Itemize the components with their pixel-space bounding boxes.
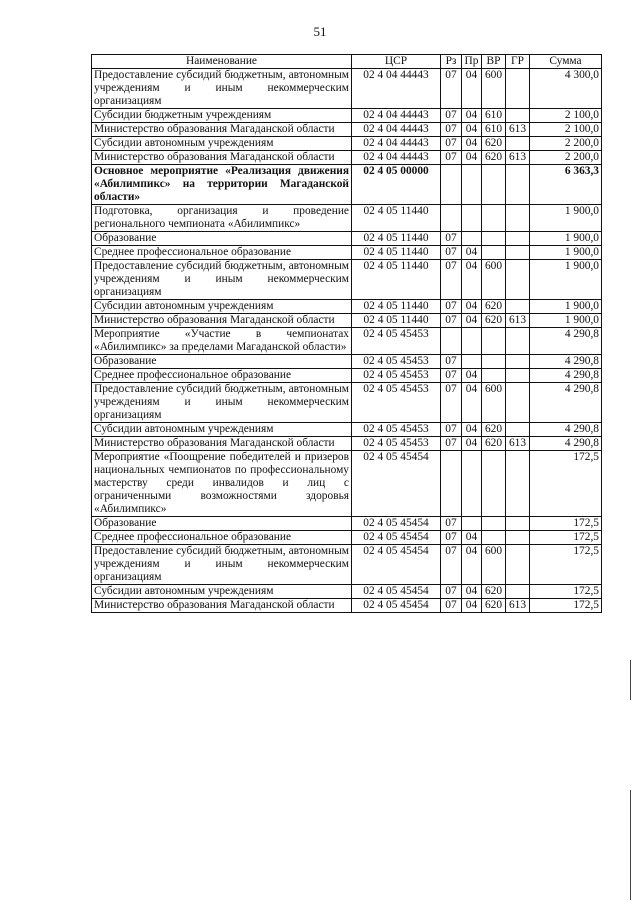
cell-vr <box>482 232 506 246</box>
cell-name: Предоставление субсидий бюджетным, автономным учреждениям и иным некоммерческим организациям <box>92 383 352 423</box>
cell-name: Среднее профессиональное образование <box>92 531 352 545</box>
cell-name: Образование <box>92 517 352 531</box>
cell-vr: 620 <box>482 300 506 314</box>
cell-rz: 07 <box>441 517 462 531</box>
cell-rz <box>441 205 462 232</box>
cell-csr: 02 4 05 45453 <box>352 423 441 437</box>
cell-sum: 1 900,0 <box>530 314 602 328</box>
cell-sum: 1 900,0 <box>530 246 602 260</box>
cell-rz: 07 <box>441 314 462 328</box>
cell-gr: 613 <box>506 123 530 137</box>
cell-vr: 620 <box>482 437 506 451</box>
cell-sum: 4 290,8 <box>530 355 602 369</box>
cell-gr <box>506 383 530 423</box>
cell-pr: 04 <box>462 246 482 260</box>
cell-pr: 04 <box>462 109 482 123</box>
cell-vr: 600 <box>482 69 506 109</box>
cell-csr: 02 4 05 45453 <box>352 328 441 355</box>
cell-name: Субсидии бюджетным учреждениям <box>92 109 352 123</box>
table-row <box>92 300 602 314</box>
cell-gr: 613 <box>506 314 530 328</box>
cell-rz <box>441 165 462 205</box>
cell-csr: 02 4 04 44443 <box>352 109 441 123</box>
cell-csr: 02 4 04 44443 <box>352 123 441 137</box>
cell-pr: 04 <box>462 437 482 451</box>
table-row <box>92 123 602 137</box>
cell-name: Мероприятие «Поощрение победителей и призеров национальных чемпионатов по профессиональному мастерству среди инвалидов и лиц с ограниченными возможностями здоровья «Абилимпикс» <box>92 451 352 517</box>
cell-vr <box>482 246 506 260</box>
table-row <box>92 137 602 151</box>
table-row <box>92 69 602 109</box>
cell-rz: 07 <box>441 300 462 314</box>
cell-sum: 4 290,8 <box>530 383 602 423</box>
cell-name: Мероприятие «Участие в чемпионатах «Абилимпикс» за пределами Магаданской области» <box>92 328 352 355</box>
header-gr: ГР <box>506 55 530 69</box>
cell-sum: 172,5 <box>530 517 602 531</box>
cell-csr: 02 4 04 44443 <box>352 151 441 165</box>
cell-sum: 1 900,0 <box>530 260 602 300</box>
table-row <box>92 260 602 300</box>
table-row <box>92 369 602 383</box>
cell-vr: 610 <box>482 123 506 137</box>
cell-gr <box>506 545 530 585</box>
cell-name: Образование <box>92 355 352 369</box>
cell-gr <box>506 423 530 437</box>
cell-csr: 02 4 05 45453 <box>352 355 441 369</box>
cell-name: Субсидии автономным учреждениям <box>92 137 352 151</box>
cell-gr <box>506 355 530 369</box>
cell-vr <box>482 205 506 232</box>
cell-name: Основное мероприятие «Реализация движения «Абилимпикс» на территории Магаданской области» <box>92 165 352 205</box>
cell-name: Предоставление субсидий бюджетным, автономным учреждениям и иным некоммерческим организациям <box>92 545 352 585</box>
cell-vr: 600 <box>482 260 506 300</box>
cell-pr <box>462 328 482 355</box>
cell-sum: 172,5 <box>530 585 602 599</box>
cell-vr <box>482 165 506 205</box>
cell-name: Среднее профессиональное образование <box>92 246 352 260</box>
cell-sum: 2 100,0 <box>530 109 602 123</box>
cell-csr: 02 4 05 11440 <box>352 260 441 300</box>
cell-sum: 2 200,0 <box>530 137 602 151</box>
cell-pr: 04 <box>462 423 482 437</box>
cell-csr: 02 4 05 45454 <box>352 585 441 599</box>
cell-gr: 613 <box>506 599 530 613</box>
cell-name: Предоставление субсидий бюджетным, автономным учреждениям и иным некоммерческим организациям <box>92 260 352 300</box>
cell-name: Субсидии автономным учреждениям <box>92 585 352 599</box>
cell-sum: 2 200,0 <box>530 151 602 165</box>
cell-name: Министерство образования Магаданской области <box>92 437 352 451</box>
cell-name: Образование <box>92 232 352 246</box>
cell-gr <box>506 517 530 531</box>
cell-rz: 07 <box>441 123 462 137</box>
cell-pr: 04 <box>462 69 482 109</box>
cell-vr: 600 <box>482 545 506 585</box>
cell-gr <box>506 137 530 151</box>
cell-gr <box>506 300 530 314</box>
cell-csr: 02 4 05 45454 <box>352 599 441 613</box>
cell-vr: 620 <box>482 599 506 613</box>
cell-sum: 4 290,8 <box>530 328 602 355</box>
cell-pr <box>462 355 482 369</box>
cell-name: Подготовка, организация и проведение регионального чемпионата «Абилимпикс» <box>92 205 352 232</box>
cell-gr <box>506 328 530 355</box>
cell-vr <box>482 517 506 531</box>
cell-name: Субсидии автономным учреждениям <box>92 300 352 314</box>
cell-pr: 04 <box>462 260 482 300</box>
cell-csr: 02 4 05 45453 <box>352 369 441 383</box>
header-pr: Пр <box>462 55 482 69</box>
cell-csr: 02 4 05 11440 <box>352 232 441 246</box>
cell-csr: 02 4 05 11440 <box>352 314 441 328</box>
scan-edge-mark <box>630 660 631 700</box>
cell-name: Предоставление субсидий бюджетным, автономным учреждениям и иным некоммерческим организациям <box>92 69 352 109</box>
budget-table <box>91 54 602 613</box>
cell-sum: 1 900,0 <box>530 205 602 232</box>
cell-gr: 613 <box>506 151 530 165</box>
cell-rz: 07 <box>441 545 462 585</box>
cell-sum: 2 100,0 <box>530 123 602 137</box>
cell-vr: 620 <box>482 585 506 599</box>
header-vr: ВР <box>482 55 506 69</box>
header-sum: Сумма <box>530 55 602 69</box>
cell-rz: 07 <box>441 260 462 300</box>
cell-sum: 4 300,0 <box>530 69 602 109</box>
table-row <box>92 109 602 123</box>
cell-vr: 600 <box>482 383 506 423</box>
cell-gr <box>506 69 530 109</box>
cell-name: Среднее профессиональное образование <box>92 369 352 383</box>
cell-sum: 172,5 <box>530 599 602 613</box>
cell-vr: 610 <box>482 109 506 123</box>
header-csr: ЦСР <box>352 55 441 69</box>
cell-rz: 07 <box>441 246 462 260</box>
cell-csr: 02 4 05 45454 <box>352 545 441 585</box>
cell-gr <box>506 369 530 383</box>
cell-sum: 1 900,0 <box>530 300 602 314</box>
table-row <box>92 517 602 531</box>
cell-gr <box>506 451 530 517</box>
cell-csr: 02 4 05 11440 <box>352 205 441 232</box>
table-row <box>92 531 602 545</box>
table-row <box>92 246 602 260</box>
cell-csr: 02 4 05 45454 <box>352 451 441 517</box>
table-row <box>92 437 602 451</box>
cell-vr: 620 <box>482 423 506 437</box>
cell-pr: 04 <box>462 531 482 545</box>
cell-name: Министерство образования Магаданской области <box>92 123 352 137</box>
cell-pr <box>462 205 482 232</box>
cell-name: Министерство образования Магаданской области <box>92 151 352 165</box>
cell-gr <box>506 165 530 205</box>
cell-rz: 07 <box>441 232 462 246</box>
table-row <box>92 232 602 246</box>
cell-name: Министерство образования Магаданской области <box>92 314 352 328</box>
cell-sum: 172,5 <box>530 451 602 517</box>
cell-vr <box>482 355 506 369</box>
cell-rz: 07 <box>441 69 462 109</box>
scan-edge-mark <box>630 790 631 900</box>
cell-rz: 07 <box>441 109 462 123</box>
table-row <box>92 585 602 599</box>
header-name: Наименование <box>92 55 352 69</box>
cell-csr: 02 4 04 44443 <box>352 69 441 109</box>
cell-pr <box>462 232 482 246</box>
cell-gr <box>506 531 530 545</box>
cell-rz: 07 <box>441 383 462 423</box>
cell-pr: 04 <box>462 151 482 165</box>
cell-vr: 620 <box>482 151 506 165</box>
cell-rz: 07 <box>441 369 462 383</box>
cell-pr: 04 <box>462 383 482 423</box>
cell-gr <box>506 109 530 123</box>
cell-rz: 07 <box>441 137 462 151</box>
table-row <box>92 151 602 165</box>
cell-name: Субсидии автономным учреждениям <box>92 423 352 437</box>
cell-vr <box>482 451 506 517</box>
cell-rz <box>441 328 462 355</box>
cell-pr: 04 <box>462 369 482 383</box>
cell-rz: 07 <box>441 423 462 437</box>
cell-pr: 04 <box>462 300 482 314</box>
cell-csr: 02 4 05 45454 <box>352 531 441 545</box>
cell-pr: 04 <box>462 137 482 151</box>
page-number: 51 <box>313 24 327 39</box>
table-row <box>92 355 602 369</box>
cell-rz: 07 <box>441 151 462 165</box>
cell-gr <box>506 205 530 232</box>
table-row <box>92 545 602 585</box>
table-row <box>92 599 602 613</box>
cell-sum: 172,5 <box>530 545 602 585</box>
cell-rz: 07 <box>441 585 462 599</box>
cell-csr: 02 4 05 45453 <box>352 437 441 451</box>
cell-rz: 07 <box>441 599 462 613</box>
table-body <box>92 69 602 613</box>
cell-sum: 172,5 <box>530 531 602 545</box>
cell-gr <box>506 232 530 246</box>
table-row <box>92 165 602 205</box>
cell-pr: 04 <box>462 585 482 599</box>
cell-csr: 02 4 05 45454 <box>352 517 441 531</box>
cell-pr: 04 <box>462 123 482 137</box>
cell-vr: 620 <box>482 137 506 151</box>
header-rz: Рз <box>441 55 462 69</box>
header-row <box>92 55 602 69</box>
cell-sum: 6 363,3 <box>530 165 602 205</box>
cell-gr <box>506 246 530 260</box>
cell-vr <box>482 369 506 383</box>
cell-rz: 07 <box>441 437 462 451</box>
table-row <box>92 328 602 355</box>
table-row <box>92 383 602 423</box>
cell-pr <box>462 451 482 517</box>
cell-vr: 620 <box>482 314 506 328</box>
cell-csr: 02 4 05 11440 <box>352 246 441 260</box>
table-row <box>92 451 602 517</box>
cell-csr: 02 4 05 00000 <box>352 165 441 205</box>
cell-vr <box>482 531 506 545</box>
cell-csr: 02 4 04 44443 <box>352 137 441 151</box>
cell-csr: 02 4 05 11440 <box>352 300 441 314</box>
cell-gr <box>506 585 530 599</box>
cell-sum: 4 290,8 <box>530 437 602 451</box>
cell-pr: 04 <box>462 545 482 585</box>
cell-pr: 04 <box>462 599 482 613</box>
cell-vr <box>482 328 506 355</box>
table-row <box>92 423 602 437</box>
cell-rz: 07 <box>441 531 462 545</box>
cell-rz <box>441 451 462 517</box>
cell-pr: 04 <box>462 314 482 328</box>
cell-sum: 4 290,8 <box>530 369 602 383</box>
cell-csr: 02 4 05 45453 <box>352 383 441 423</box>
cell-gr: 613 <box>506 437 530 451</box>
cell-pr <box>462 165 482 205</box>
cell-pr <box>462 517 482 531</box>
cell-sum: 1 900,0 <box>530 232 602 246</box>
cell-gr <box>506 260 530 300</box>
cell-name: Министерство образования Магаданской области <box>92 599 352 613</box>
cell-rz: 07 <box>441 355 462 369</box>
table-row <box>92 205 602 232</box>
cell-sum: 4 290,8 <box>530 423 602 437</box>
table-row <box>92 314 602 328</box>
